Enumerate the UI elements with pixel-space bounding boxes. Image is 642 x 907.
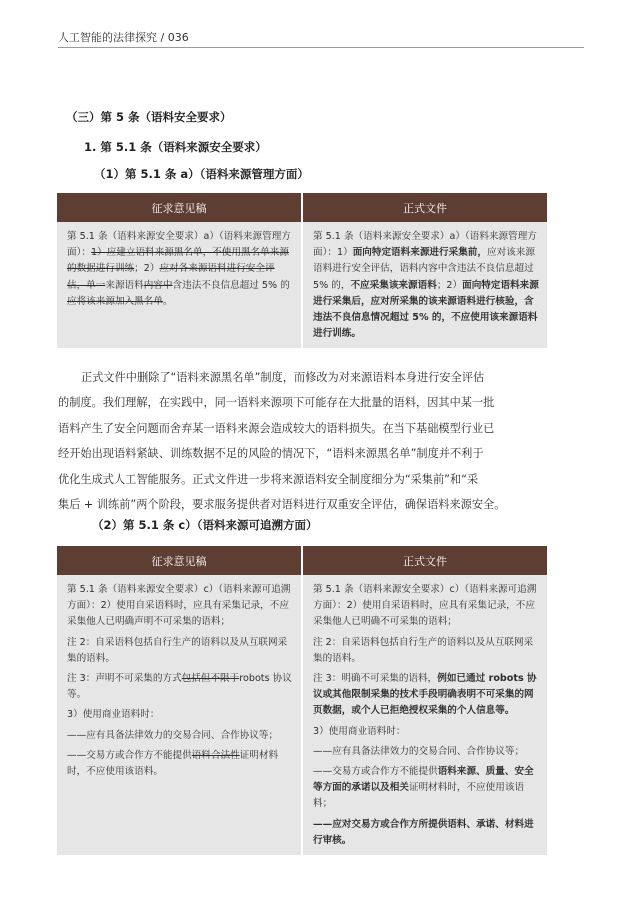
body-line: 优化生成式人工智能服务。正式文件进一步将来源语料安全制度细分为“采集前”和“采 (58, 472, 479, 486)
section-heading: （三）第 5 条（语料安全要求） (66, 110, 232, 124)
table-a-draft-cell: 第 5.1 条（语料来源安全要求）a）（语料来源管理方面）：1）应建立语料来源黑名单，不使用黑名单来源的数据进行训练；2）应对各来源语料进行安全评估，单一来源语料内容中含违法不良信息超过 5% 的应将该来源加入黑名单。 (57, 222, 302, 348)
body-line: 语料产生了安全问题而舍弃某一语料来源会造成较大的语料损失。在当下基础模型行业已 (58, 421, 495, 435)
comparison-table-c (57, 546, 547, 855)
table-a-final-cell: 第 5.1 条（语料来源安全要求）a）（语料来源管理方面）：1）面向特定语料来源进行采集前，应对该来源语料进行安全评估，语料内容中含违法不良信息超过 5% 的，不应采集该来源语料；2）面向特定语料来源进行采集后，应对所采集的该来源语料进行核验，含违法不良信息情况超过 5% 的，不应使用该来源语料进行训练。 (302, 222, 547, 348)
header-rule (58, 47, 584, 48)
body-paragraph (58, 365, 551, 517)
table-c-header-final: 正式文件 (302, 546, 547, 575)
body-line: 正式文件中删除了“语料来源黑名单”制度，而修改为对来源语料本身进行安全评估 (81, 371, 485, 384)
body-line: 经开始出现语料紧缺、训练数据不足的风险的情况下，“语料来源黑名单”制度并不利于 (58, 447, 484, 461)
subsection-heading-a: （1）第 5.1 条 a）（语料来源管理方面） (94, 167, 309, 181)
table-c-draft-cell: 第 5.1 条（语料来源安全要求）c）（语料来源可追溯方面）：2）使用自采语料时，应具有采集记录，不应采集他人已明确声明不可采集的语料； 注 2：自采语料包括自行生产的语料以及从互联网采集的语料。 注 3：声明不可采集的方式包括但不限于robots 协议等。 3）使用商业语料时： ——应有具备法律效力的交易合同、合作协议等； ——交易方或合作方不能提供语料合法性证明材料时，不应使用该语料。 (57, 575, 302, 855)
table-c-final-cell: 第 5.1 条（语料来源安全要求）c）（语料来源可追溯方面）：2）使用自采语料时，应具有采集记录，不应采集他人已明确不可采集的语料； 注 2：自采语料包括自行生产的语料以及从互联网采集的语料。 注 3：明确不可采集的语料，例如已通过 robots 协议或其他限制采集的技术手段明确表明不可采集的网页数据，或个人已拒绝授权采集的个人信息等。 3）使用商业语料时： ——应有具备法律效力的交易合同、合作协议等； ——交易方或合作方不能提供语料来源、质量、安全等方面的承诺以及相关证明材料时，不应使用该语料； ——应对交易方或合作方所提供语料、承诺、材料进行审核。 (302, 575, 547, 855)
comparison-table-a (57, 193, 547, 348)
running-head: 人工智能的法律探究 / 036 (58, 31, 189, 44)
body-line: 的制度。我们理解，在实践中，同一语料来源项下可能存在大批量的语料，因其中某一批 (58, 396, 495, 410)
table-a-header-final: 正式文件 (302, 193, 547, 222)
body-line: 集后 + 训练前”两个阶段，要求服务提供者对语料进行双重安全评估，确保语料来源安全。 (58, 498, 506, 512)
table-c-header-draft: 征求意见稿 (57, 546, 302, 575)
table-a-header-draft: 征求意见稿 (57, 193, 302, 222)
subsection-heading-c: （2）第 5.1 条 c）（语料来源可追溯方面） (92, 518, 318, 532)
article-heading: 1. 第 5.1 条（语料来源安全要求） (84, 140, 267, 154)
